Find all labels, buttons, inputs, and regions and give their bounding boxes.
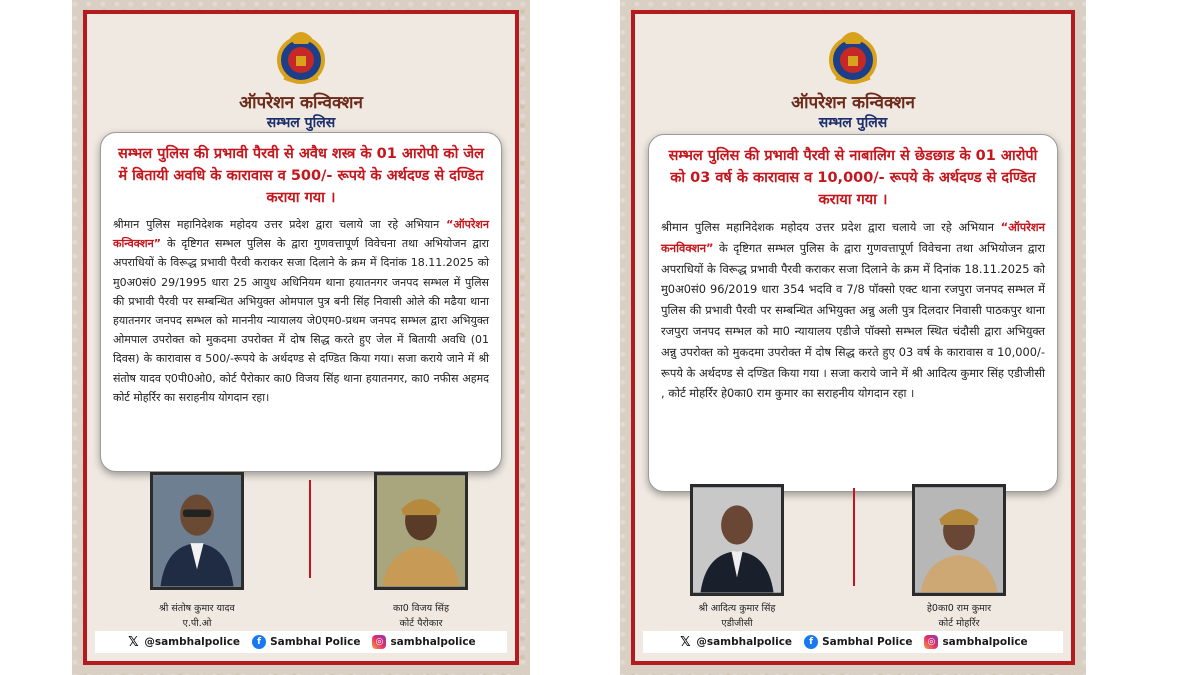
person-role: कोर्ट पैरोकार xyxy=(399,618,443,629)
person-name: का0 विजय सिंह xyxy=(392,603,450,614)
body-pre: श्रीमान पुलिस महानिदेशक महोदय उत्तर प्रदेश द्वारा चलाये जा रहे अभियान xyxy=(113,218,447,231)
person-name: श्री संतोष कुमार यादव xyxy=(159,603,235,614)
up-police-emblem-icon xyxy=(824,26,882,86)
campaign-highlight: “ऑपरेशन कन्विक्शन” xyxy=(113,218,489,251)
facebook-icon: f xyxy=(804,635,818,649)
instagram-handle[interactable]: ◎ sambhalpolice xyxy=(924,635,1027,649)
poster-frame xyxy=(631,10,1075,665)
person-photo xyxy=(912,484,1006,596)
body-text xyxy=(113,215,489,407)
x-handle[interactable]: 𝕏 @sambhalpolice xyxy=(128,634,241,650)
headline: सम्भल पुलिस की प्रभावी पैरवी से नाबालिग से छेडछाड के 01 आरोपी को 03 वर्ष के कारावास व 10,000/- रूपये के अर्थदण्ड से दण्डित कराया गया । xyxy=(668,148,1038,208)
police-subtitle: सम्भल पुलिस xyxy=(266,115,336,131)
social-footer xyxy=(95,631,507,653)
instagram-icon: ◎ xyxy=(924,635,938,649)
body-post: के दृष्टिगत सम्भल पुलिस के द्वारा गुणवत्तापूर्ण विवेचना तथा अभियोजन द्वारा अपराधियों के विरूद्ध प्रभावी पैरवी कराकर सजा दिलाने के क्रम में दिनांक 18.11.2025 को मु0अ0सं0 96/2019 धारा 354 भदवि व 7/8 पॉक्सो एक्ट थाना रजपुरा जनपद सम्भल में पुलिस की प्रभावी पैरवी पर सम्बन्धित अभियुक्त अन्नु अली पुत्र दिलदार निवासी पाठकपुर थाना रजपुरा जनपद सम्भल को मा0 न्यायालय एडीजे पॉक्सो सम्भल स्थित चंदौसी द्वारा अभियुक्त अन्नु उपरोक्त को मुकदमा उपरोक्त में दोष सिद्ध करते हुए 03 वर्ष के कारावास व 10,000/- रूपये के अर्थदण्ड से दण्डित किया गया । सजा कराये जाने में श्री आदित्य कुमार सिंह एडीजीसी , कोर्ट मोहर्रिर हे0का0 राम कुमार का सराहनीय योगदान रहा । xyxy=(661,240,1045,401)
poster-left xyxy=(72,0,530,675)
body-text xyxy=(661,217,1045,404)
x-handle[interactable]: 𝕏 @sambhalpolice xyxy=(680,634,793,650)
facebook-handle[interactable]: f Sambhal Police xyxy=(804,635,912,649)
x-logo-icon: 𝕏 xyxy=(680,634,691,650)
photo-divider xyxy=(309,480,311,578)
news-card xyxy=(648,134,1058,492)
person-photo xyxy=(374,472,468,590)
body-pre: श्रीमान पुलिस महानिदेशक महोदय उत्तर प्रदेश द्वारा चलाये जा रहे अभियान xyxy=(661,220,1001,234)
headline: सम्भल पुलिस की प्रभावी पैरवी से अवैध शस्त्र के 01 आरोपी को जेल में बितायी अवधि के कारावास व 500/- रूपये के अर्थदण्ड से दण्डित कराया गया । xyxy=(118,146,484,206)
instagram-icon: ◎ xyxy=(372,635,386,649)
up-police-emblem-icon xyxy=(272,26,330,86)
person-photo xyxy=(690,484,784,596)
poster-right xyxy=(620,0,1086,675)
person-photo xyxy=(150,472,244,590)
person-role: एडीजीसी xyxy=(721,618,753,629)
facebook-icon: f xyxy=(252,635,266,649)
news-card xyxy=(100,132,502,472)
operation-title: ऑपरेशन कन्विक्शन xyxy=(791,93,915,113)
x-logo-icon: 𝕏 xyxy=(128,634,139,650)
person-role: ए.पी.ओ xyxy=(182,618,212,629)
photo-divider xyxy=(853,488,855,586)
police-subtitle: सम्भल पुलिस xyxy=(818,115,888,131)
person-role: कोर्ट मोहर्रिर xyxy=(938,618,980,629)
operation-title: ऑपरेशन कन्विक्शन xyxy=(239,93,363,113)
body-post: के दृष्टिगत सम्भल पुलिस के द्वारा गुणवत्तापूर्ण विवेचना तथा अभियोजन द्वारा अपराधियों के विरूद्ध प्रभावी पैरवी कराकर सजा दिलाने के क्रम में दिनांक 18.11.2025 को मु0अ0सं0 29/1995 धारा 25 आयुध अधिनियम थाना हयातनगर जनपद सम्भल में पुलिस की प्रभावी पैरवी पर सम्बन्धित अभियुक्त ओमपाल पुत्र बनी सिंह निवासी ओले की मढैया थाना हयातनगर जनपद सम्भल को माननीय न्यायालय जे0एम0-प्रथम जनपद सम्भल द्वारा अभियुक्त ओमपाल उपरोक्त को मुकदमा उपरोक्त में दोष सिद्ध करते हुए जेल में बितायी अवधि (01 दिवस) के कारावास व 500/-रूपये के अर्थदण्ड से दण्डित किया गया। सजा कराये जाने में श्री संतोष यादव ए0पी0ओ0, कोर्ट पैरोकार का0 विजय सिंह थाना हयातनगर, का0 नफीस अहमद कोर्ट मोहर्रिर का सराहनीय योगदान रहा। xyxy=(113,237,489,404)
facebook-handle[interactable]: f Sambhal Police xyxy=(252,635,360,649)
instagram-handle[interactable]: ◎ sambhalpolice xyxy=(372,635,475,649)
social-footer xyxy=(643,631,1063,653)
poster-frame xyxy=(83,10,519,665)
person-name: श्री आदित्य कुमार सिंह xyxy=(698,603,776,614)
campaign-highlight: “ऑपरेशन कनविक्शन” xyxy=(661,220,1045,255)
person-name: हे0का0 राम कुमार xyxy=(926,603,992,614)
